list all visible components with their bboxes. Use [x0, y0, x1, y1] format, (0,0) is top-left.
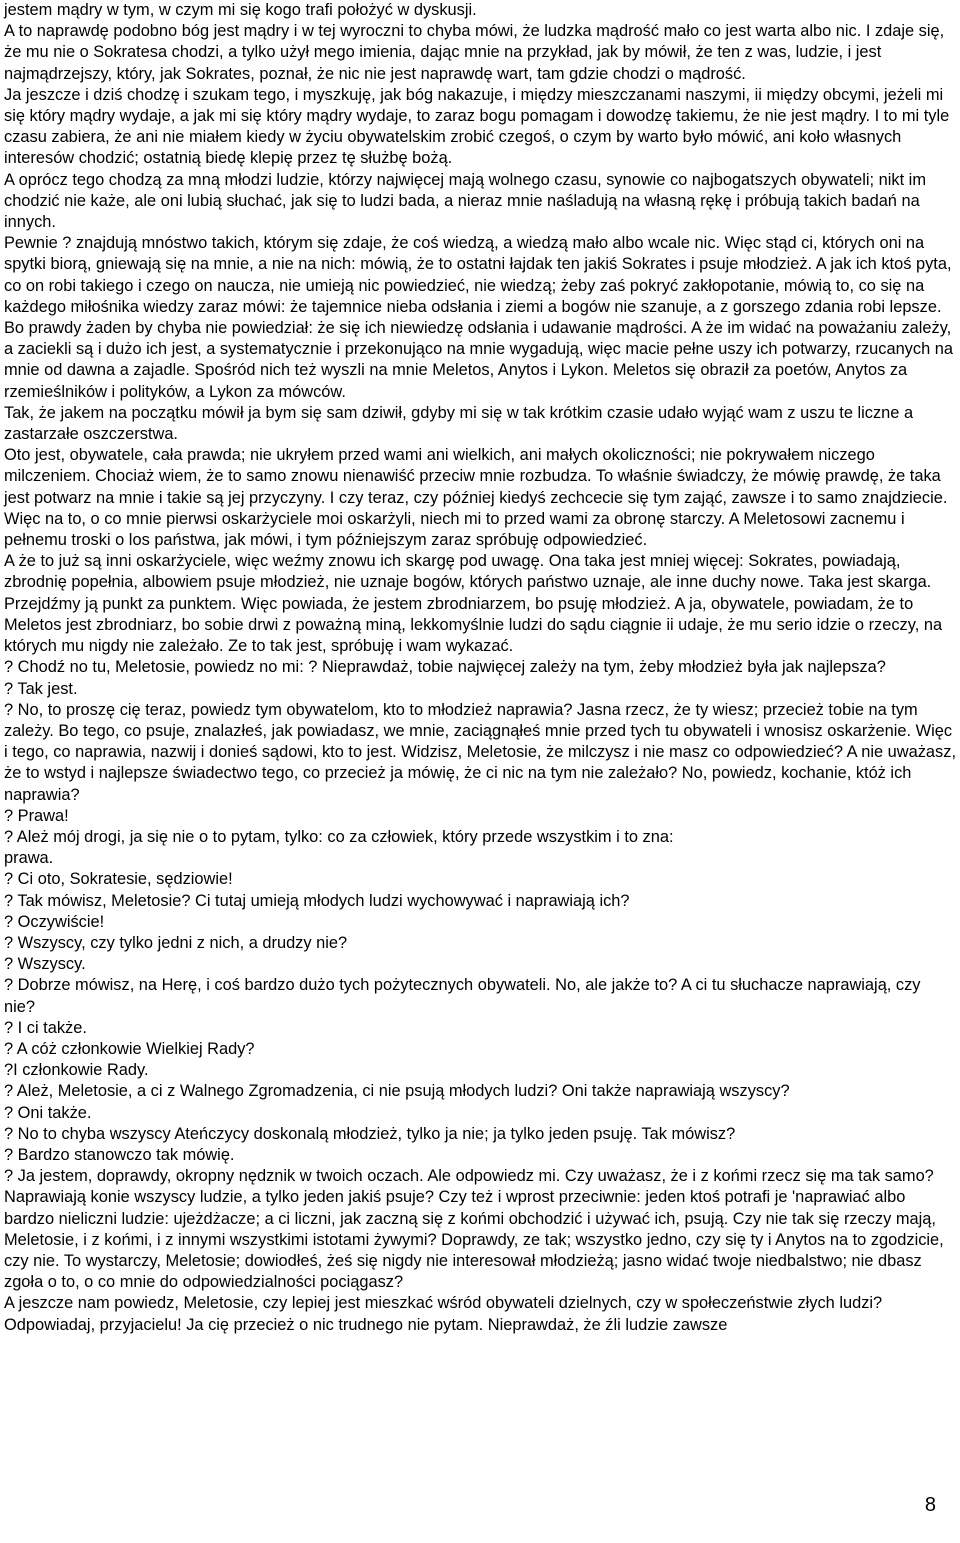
dialogue-line: ? Tak mówisz, Meletosie? Ci tutaj umieją młodych ludzi wychowywać i naprawiają ich?	[4, 891, 630, 910]
page-number: 8	[924, 1494, 936, 1516]
paragraph: Tak, że jakem na początku mówił ja bym się sam dziwił, gdyby mi się w tak krótkim czasie udało wyjąć wam z uszu te liczne a zastarzałe oszczerstwa.	[4, 403, 914, 444]
dialogue-line: ? Tak jest.	[4, 679, 78, 698]
paragraph: Pewnie ? znajdują mnóstwo takich, którym się zdaje, że coś wiedzą, a wiedzą mało albo wcale nic. Więc stąd ci, których oni na spytki biorą, gniewają się na mnie, a nie na nich: mówią, że to ostatni łajdak ten jakiś Sokrates i psuje młodzież. A jak ich ktoś pyta, co on robi takiego i czego on naucza, nie umieją nic powiedzieć, nie wiedzą; żeby zaś pokryć zakłopotanie, mówią to, co się na każdego miłośnika wiedzy zaraz mówi: że tajemnice nieba odsłania i ziemi a bogów nie szanuje, a z gorszego zdania robi lepsze.	[4, 234, 952, 316]
paragraph: A to naprawdę podobno bóg jest mądry i w tej wyroczni to chyba mówi, że ludzka mądrość mało co jest warta albo nic. I zdaje się, że mu nie o Sokratesa chodzi, a tylko użył mego imienia, dając mnie na przykład, jak by mówił, że ten z was, ludzie, i jest najmądrzejszy, który, jak Sokrates, poznał, że nic nie jest naprawdę wart, tam gdzie chodzi o mądrość.	[4, 22, 945, 83]
paragraph: Ja jeszcze i dziś chodzę i szukam tego, i myszkuję, jak bóg nakazuje, i między mieszczanami naszymi, ii między obcymi, jeżeli mi się który mądry wydaje, a jak mi się który mądry wydaje, to zaraz bogu pomagam i dowodzę takiemu, że nie jest mądry. I to mi tyle czasu zabiera, że ani nie miałem kiedy w życiu obywatelskim zrobić czegoś, o czym by warto było mówić, ani koło własnych interesów chodzić; ostatnią biedę klepię przez tę służbę bożą.	[4, 85, 950, 168]
dialogue-line: ? No to chyba wszyscy Ateńczycy doskonalą młodzież, tylko ja nie; ja tylko jeden psuję. Tak mówisz?	[4, 1124, 736, 1143]
paragraph: A oprócz tego chodzą za mną młodzi ludzie, którzy najwięcej mają wolnego czasu, synowie co najbogatszych obywateli; nikt im chodzić nie każe, ale oni lubią słuchać, jak się to ludzi bada, a nieraz mnie naśladują na własną rękę i próbują takich badań na innych.	[4, 170, 926, 232]
dialogue-line: ? Chodź no tu, Meletosie, powiedz no mi: ? Nieprawdaż, tobie najwięcej zależy na tym, żeby młodzież była jak najlepsza?	[4, 658, 886, 677]
dialogue-line: ? Bardzo stanowczo tak mówię.	[4, 1145, 235, 1164]
dialogue-line: ? Dobrze mówisz, na Herę, i coś bardzo dużo tych pożytecznych obywateli. No, ale jakże to? A ci tu słuchacze naprawiają, czy nie?	[4, 976, 921, 1016]
dialogue-line: ?I członkowie Rady.	[4, 1061, 149, 1080]
dialogue-line: ? Prawa!	[4, 806, 69, 825]
dialogue-line: ? Wszyscy, czy tylko jedni z nich, a drudzy nie?	[4, 933, 348, 952]
dialogue-line: ? Oczywiście!	[4, 912, 105, 931]
dialogue-line: prawa.	[4, 849, 54, 868]
dialogue-line: ? Ci oto, Sokratesie, sędziowie!	[4, 870, 233, 889]
paragraph: A jeszcze nam powiedz, Meletosie, czy lepiej jest mieszkać wśród obywateli dzielnych, czy w społeczeństwie złych ludzi? Odpowiadaj, przyjacielu! Ja cię przecież o nic trudnego nie pytam. Nieprawdaż, że źli ludzie zawsze	[4, 1294, 883, 1334]
paragraph: A że to już są inni oskarżyciele, więc weźmy znowu ich skargę pod uwagę. Ona taka jest mniej więcej: Sokrates, powiadają, zbrodnię popełnia, albowiem psuje młodzież, nie uznaje bogów, których państwo uznaje, ale inne duchy nowe. Taka jest skarga. Przejdźmy ją punkt za punktem. Więc powiada, że jestem zbrodniarzem, bo psuję młodzież. A ja, obywatele, powiadam, że to Meletos jest zbrodniarz, bo sobie drwi z poważną miną, lekkomyślnie ludzi do sądu ciągnie ii udaje, że mu serio idzie o rzeczy, na których mu nigdy nie zależało. Ze to tak jest, spróbuję i wam wykazać.	[4, 552, 943, 656]
dialogue-line: ? Oni także.	[4, 1103, 92, 1122]
paragraph: jestem mądry w tym, w czym mi się kogo trafi położyć w dyskusji.	[4, 1, 477, 19]
document-body	[4, 0, 956, 1336]
paragraph: Oto jest, obywatele, cała prawda; nie ukryłem przed wami ani wielkich, ani małych okoliczności; nie pokrywałem niczego milczeniem. Chociaż wiem, że to samo znowu nienawiść przeciw mnie rozbudza. To właśnie świadczy, że mówię prawdę, że taka jest potwarz na mnie i takie są jej przyczyny. I czy teraz, czy później kiedyś zechcecie się tym zająć, zawsze i to samo znajdziecie.	[4, 446, 948, 507]
dialogue-line: ? A cóż członkowie Wielkiej Rady?	[4, 1039, 255, 1058]
paragraph: Więc na to, o co mnie pierwsi oskarżyciele moi oskarżyli, niech mi to przed wami za obronę starczy. A Meletosowi zacnemu i pełnemu troski o los państwa, jak mówi, i tym późniejszym zaraz spróbuję odpowiedzieć.	[4, 509, 905, 550]
dialogue-line: ? No, to proszę cię teraz, powiedz tym obywatelom, kto to młodzież naprawia? Jasna rzecz, że ty wiesz; przecież tobie na tym zależy. Bo tego, co psuje, znalazłeś, jak powiadasz, we mnie, zaciągnąłeś mnie przed tych tu obywateli i wnosisz oskarżenie. Więc i tego, co naprawia, nazwij i donieś sądowi, kto to jest. Widzisz, Meletosie, że milczysz i nie masz co odpowiedzieć? A nie uważasz, że to wstyd i najlepsze świadectwo tego, co przecież ja mówię, że ci nic na tym nie zależało? No, powiedz, kochanie, któż ich naprawia?	[4, 700, 956, 804]
dialogue-line: ? I ci także.	[4, 1018, 87, 1037]
dialogue-line: ? Ależ, Meletosie, a ci z Walnego Zgromadzenia, ci nie psują młodych ludzi? Oni także naprawiają wszyscy?	[4, 1082, 790, 1101]
dialogue-line: ? Ależ mój drogi, ja się nie o to pytam, tylko: co za człowiek, który przede wszystkim i to zna:	[4, 827, 674, 846]
dialogue-line: ? Ja jestem, doprawdy, okropny nędznik w twoich oczach. Ale odpowiedz mi. Czy uważasz, że i z końmi rzecz się ma tak samo? Naprawiają konie wszyscy ludzie, a tylko jeden jakiś psuje? Czy też i wprost przeciwnie: jeden ktoś potrafi je 'naprawiać albo bardzo nieliczni ludzie: ujeżdżacze; a ci liczni, jak zaczną się z końmi obchodzić i używać ich, psują. Czy nie tak się rzeczy mają, Meletosie, i z końmi, i z innymi wszystkimi istotami żywymi? Doprawdy, ze tak; wszystko jedno, czy się ty i Anytos na to zgodzicie, czy nie. To wystarczy, Meletosie; dowiodłeś, żeś się nigdy nie interesował młodzieżą; jasno widać twoje niedbalstwo; nie dbasz zgoła o to, o co mnie do odpowiedzialności pociągasz?	[4, 1167, 944, 1292]
paragraph: Bo prawdy żaden by chyba nie powiedział: że się ich niewiedzę odsłania i udawanie mądrości. A że im widać na poważaniu zależy, a zaciekli są i dużo ich jest, a systematycznie i przekonująco na mnie wygadują, więc macie pełne uszy ich potwarzy, rzucanych na mnie od dawna a zajadle. Spośród nich też wyszli na mnie Meletos, Anytos i Lykon. Meletos się obraził za poetów, Anytos za rzemieślników i polityków, a Lykon za mówców.	[4, 319, 953, 401]
dialogue-line: ? Wszyscy.	[4, 955, 86, 974]
